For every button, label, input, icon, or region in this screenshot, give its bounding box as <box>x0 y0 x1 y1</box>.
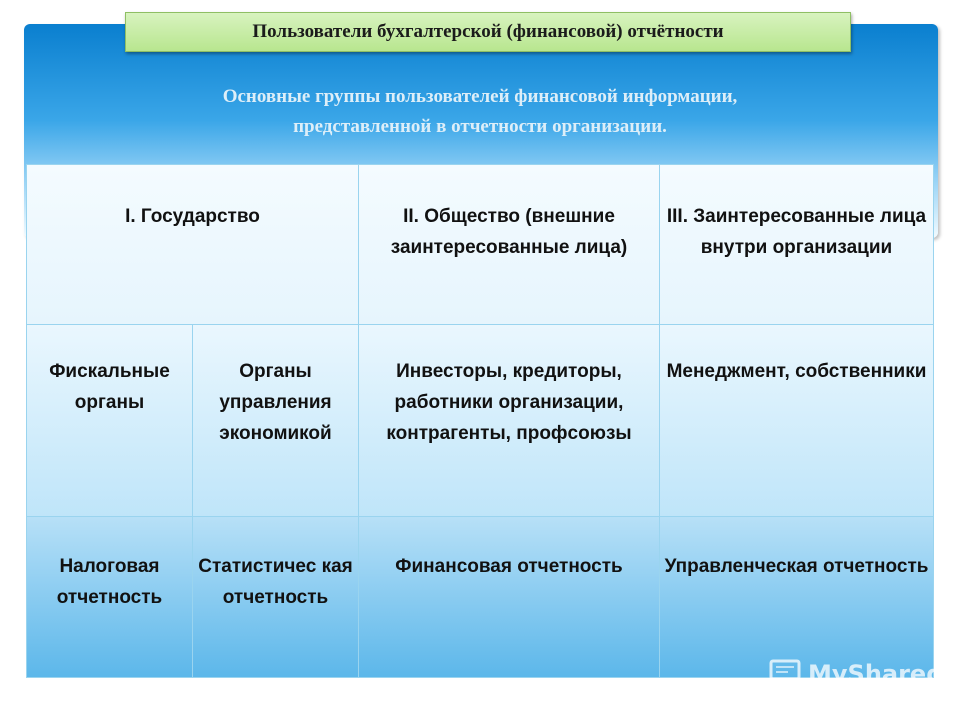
subtitle-line-1: Основные группы пользователей финансовой информации, <box>222 86 738 107</box>
cell-investors: Инвесторы, кредиторы, работники организации, контрагенты, профсоюзы <box>359 325 660 517</box>
cell-statistical-reporting: Статистичес кая отчетность <box>193 517 359 678</box>
cell-tax-reporting: Налоговая отчетность <box>27 517 193 678</box>
cell-economic-authorities: Органы управления экономикой <box>193 325 359 517</box>
watermark-text: MyShared <box>808 660 944 688</box>
slide-subtitle <box>60 82 900 142</box>
users-table <box>26 164 934 678</box>
subtitle-line-2: представленной в отчетности организации. <box>293 116 667 137</box>
cell-management-reporting: Управленческая отчетность <box>660 517 934 678</box>
watermark-logo <box>768 656 943 692</box>
cell-management: Менеджмент, собственники <box>660 325 934 517</box>
slide-title-text: Пользователи бухгалтерской (финансовой) отчётности <box>252 21 724 42</box>
cell-financial-reporting: Финансовая отчетность <box>359 517 660 678</box>
cell-fiscal-bodies: Фискальные органы <box>27 325 193 517</box>
header-society: II. Общество (внешние заинтересованные лица) <box>359 165 660 325</box>
presentation-icon <box>768 657 802 691</box>
header-internal: III. Заинтересованные лица внутри организации <box>660 165 934 325</box>
slide-title <box>125 12 851 52</box>
header-state: I. Государство <box>27 165 359 325</box>
